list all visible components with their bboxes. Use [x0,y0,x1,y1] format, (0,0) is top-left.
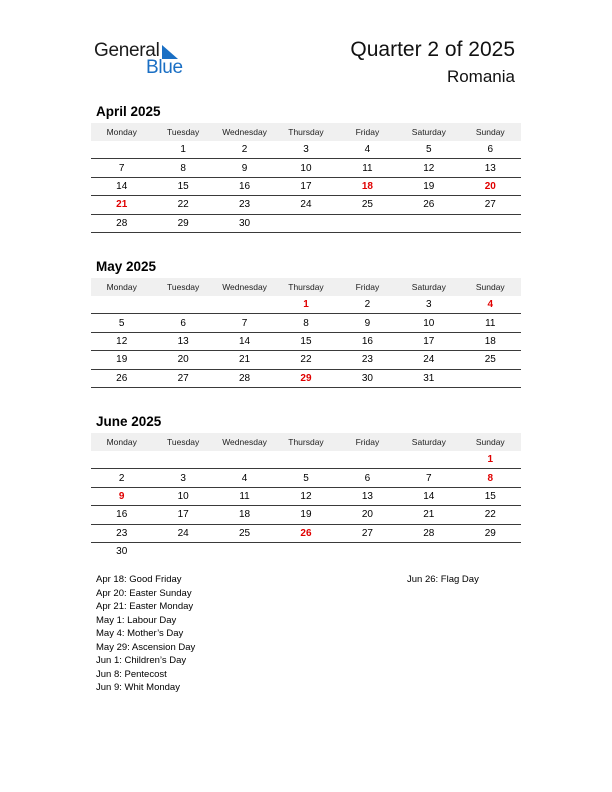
holiday-list-item: Jun 1: Children’s Day [96,655,187,666]
week-row [91,351,521,369]
day-cell: 7 [398,469,459,487]
day-cell: 19 [275,506,336,524]
day-cell: 31 [398,369,459,387]
day-cell: 16 [214,177,275,195]
day-cell: 4 [337,141,398,159]
holiday-list-item: Apr 20: Easter Sunday [96,587,192,599]
weekday-header: Wednesday [214,123,275,141]
day-cell: 23 [337,351,398,369]
day-cell [337,451,398,469]
day-cell: 27 [152,369,213,387]
week-row [91,296,521,314]
day-cell: 14 [91,177,152,195]
day-cell: 10 [398,314,459,332]
month-calendar-table [91,278,521,388]
day-cell: 23 [91,524,152,542]
weekday-header: Tuesday [152,278,213,296]
week-row [91,506,521,524]
day-cell: 2 [91,469,152,487]
day-cell: 15 [460,487,521,505]
holiday-list-item: Apr 21: Easter Monday [96,601,194,612]
day-cell [398,214,459,232]
day-cell [337,214,398,232]
weekday-header: Monday [91,123,152,141]
holiday-list-right [407,573,479,587]
day-cell: 8 [152,159,213,177]
month-block [91,103,521,233]
weekday-header: Friday [337,123,398,141]
day-cell [460,542,521,560]
day-cell: 24 [398,351,459,369]
month-title: April 2025 [96,104,161,119]
month-block [91,258,521,388]
day-cell: 11 [337,159,398,177]
day-cell: 25 [337,196,398,214]
week-row [91,369,521,387]
day-cell [214,542,275,560]
holiday-day-cell: 1 [460,451,521,469]
week-row [91,196,521,214]
day-cell: 9 [214,159,275,177]
day-cell [91,451,152,469]
week-row [91,487,521,505]
day-cell: 30 [214,214,275,232]
day-cell: 28 [214,369,275,387]
day-cell: 6 [460,141,521,159]
page-title: Quarter 2 of 2025 [350,38,515,61]
month-title: May 2025 [96,259,157,274]
day-cell: 3 [275,141,336,159]
day-cell: 12 [275,487,336,505]
week-row [91,177,521,195]
day-cell: 13 [152,332,213,350]
day-cell: 14 [398,487,459,505]
day-cell [91,296,152,314]
weekday-header: Saturday [398,278,459,296]
weekday-header: Saturday [398,433,459,451]
day-cell: 14 [214,332,275,350]
day-cell: 23 [214,196,275,214]
weekday-header: Sunday [460,433,521,451]
day-cell: 26 [398,196,459,214]
holiday-list-item: May 29: Ascension Day [96,641,196,653]
day-cell [460,369,521,387]
day-cell: 28 [91,214,152,232]
day-cell [275,451,336,469]
week-row [91,214,521,232]
day-cell: 18 [460,332,521,350]
day-cell [152,296,213,314]
day-cell [152,542,213,560]
week-row [91,542,521,560]
day-cell [460,214,521,232]
weekday-header: Thursday [275,278,336,296]
day-cell: 22 [460,506,521,524]
day-cell: 11 [460,314,521,332]
day-cell: 20 [152,351,213,369]
day-cell: 21 [214,351,275,369]
week-row [91,469,521,487]
weekday-header: Friday [337,278,398,296]
weekday-header: Wednesday [214,278,275,296]
day-cell: 13 [460,159,521,177]
day-cell [152,451,213,469]
day-cell: 27 [337,524,398,542]
day-cell: 8 [275,314,336,332]
day-cell [275,542,336,560]
weekday-header: Tuesday [152,433,213,451]
month-calendar-table [91,123,521,233]
day-cell: 29 [460,524,521,542]
day-cell: 1 [152,141,213,159]
logo [94,40,194,80]
day-cell: 17 [152,506,213,524]
day-cell: 5 [398,141,459,159]
holiday-day-cell: 8 [460,469,521,487]
weekday-header: Sunday [460,278,521,296]
day-cell [337,542,398,560]
day-cell: 3 [152,469,213,487]
holiday-day-cell: 9 [91,487,152,505]
day-cell: 11 [214,487,275,505]
page-subtitle: Romania [446,67,515,86]
day-cell: 22 [152,196,213,214]
day-cell: 5 [275,469,336,487]
holiday-list-item: May 1: Labour Day [96,614,177,626]
day-cell: 30 [116,546,128,558]
holiday-list-item: May 4: Mother’s Day [96,628,184,639]
day-cell: 24 [152,524,213,542]
day-cell: 16 [337,332,398,350]
day-cell: 12 [91,332,152,350]
day-cell: 10 [152,487,213,505]
day-cell: 26 [91,369,152,387]
weekday-header: Thursday [275,433,336,451]
day-cell: 19 [91,351,152,369]
day-cell: 27 [460,196,521,214]
day-cell: 10 [275,159,336,177]
day-cell: 15 [275,332,336,350]
day-cell: 30 [337,369,398,387]
holiday-list-item: Jun 26: Flag Day [407,574,479,585]
month-block [91,413,521,560]
holiday-day-cell: 21 [91,196,152,214]
day-cell: 2 [337,296,398,314]
day-cell: 18 [214,506,275,524]
day-cell: 7 [214,314,275,332]
holiday-list-left [96,573,195,695]
week-row [91,141,521,159]
weekday-header: Sunday [460,123,521,141]
day-cell [398,451,459,469]
day-cell: 3 [398,296,459,314]
holiday-day-cell: 18 [337,177,398,195]
day-cell [214,296,275,314]
day-cell: 25 [214,524,275,542]
holiday-day-cell: 4 [460,296,521,314]
holiday-day-cell: 1 [275,296,336,314]
day-cell: 19 [398,177,459,195]
week-row [91,314,521,332]
holiday-list-item: Jun 9: Whit Monday [96,682,180,693]
day-cell: 17 [398,332,459,350]
day-cell [214,451,275,469]
weekday-header: Friday [337,433,398,451]
holiday-list-item: Apr 18: Good Friday [96,574,182,585]
weekday-header: Monday [91,433,152,451]
day-cell: 25 [460,351,521,369]
day-cell: 4 [214,469,275,487]
holiday-day-cell: 26 [275,524,336,542]
day-cell: 12 [398,159,459,177]
day-cell: 15 [152,177,213,195]
week-row [91,451,521,469]
weekday-header: Thursday [275,123,336,141]
weekday-header: Wednesday [214,433,275,451]
weekday-header: Tuesday [152,123,213,141]
day-cell: 6 [152,314,213,332]
day-cell: 6 [337,469,398,487]
holiday-day-cell: 29 [275,369,336,387]
day-cell: 2 [214,141,275,159]
week-row [91,524,521,542]
day-cell: 5 [91,314,152,332]
day-cell [91,141,152,159]
logo-text-general: General [94,40,160,61]
day-cell [398,542,459,560]
weekday-header: Monday [91,278,152,296]
day-cell: 28 [398,524,459,542]
month-title: June 2025 [96,414,162,429]
day-cell: 29 [152,214,213,232]
day-cell: 21 [398,506,459,524]
logo-text-blue: Blue [146,57,183,78]
day-cell: 9 [337,314,398,332]
day-cell: 13 [337,487,398,505]
day-cell [275,214,336,232]
holiday-list-item: Jun 8: Pentecost [96,668,167,680]
day-cell: 16 [91,506,152,524]
day-cell: 17 [275,177,336,195]
day-cell: 20 [337,506,398,524]
day-cell: 24 [275,196,336,214]
holiday-day-cell: 20 [460,177,521,195]
month-calendar-table [91,433,521,560]
week-row [91,332,521,350]
week-row [91,159,521,177]
day-cell: 7 [91,159,152,177]
day-cell: 22 [275,351,336,369]
weekday-header: Saturday [398,123,459,141]
